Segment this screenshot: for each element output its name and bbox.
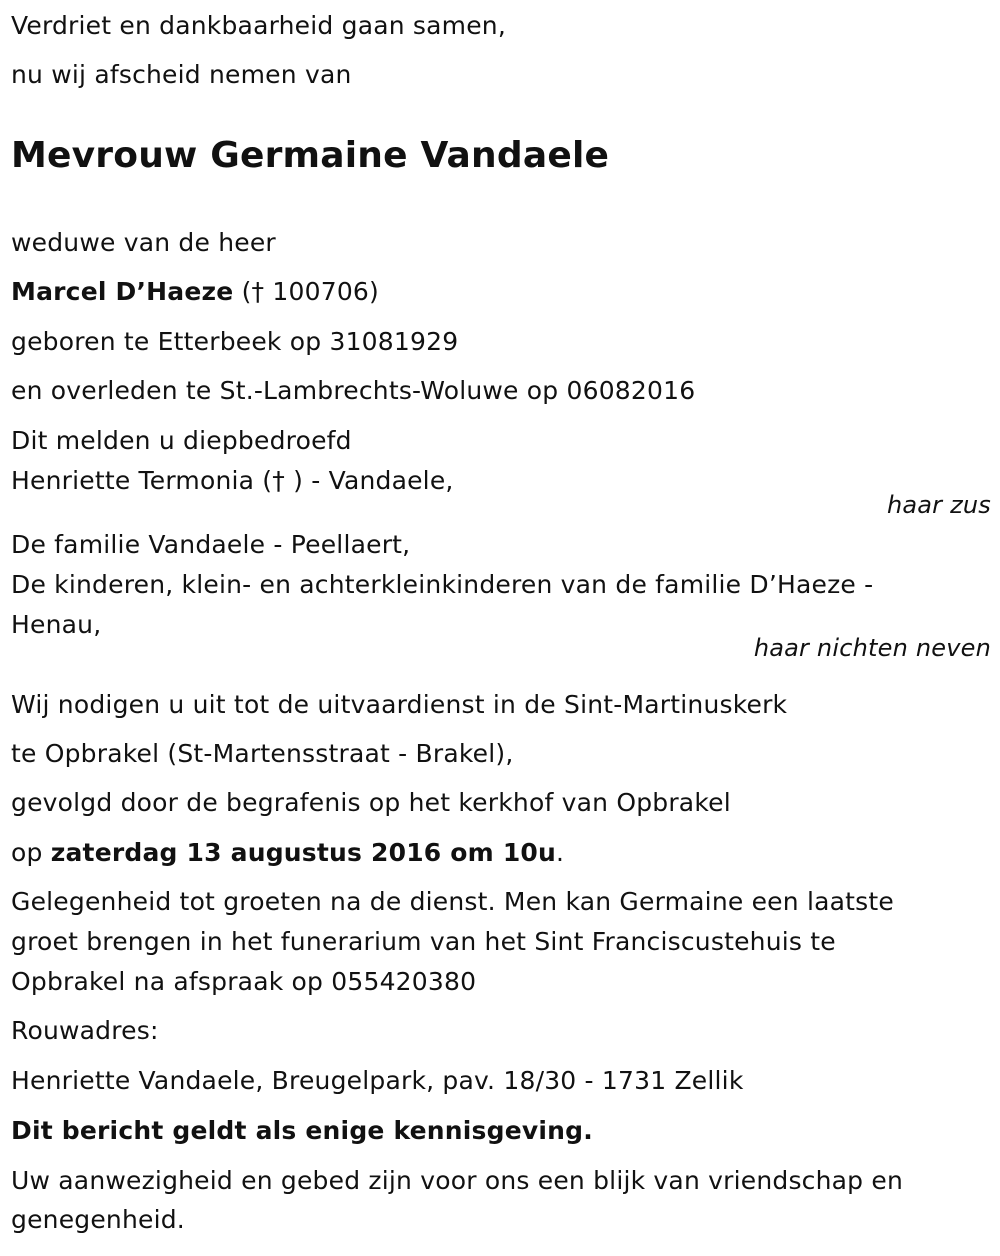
family-line-2b: Henau, — [11, 610, 102, 639]
intro-line-2: nu wij afscheid nemen van — [11, 60, 352, 89]
service-date-line — [11, 833, 564, 873]
announce-line: Dit melden u diepbedroefd — [11, 426, 352, 455]
greeting-line-2: groet brengen in het funerarium van het Sint Franciscustehuis te — [11, 927, 836, 956]
birth-line: geboren te Etterbeek op 31081929 — [11, 327, 459, 356]
service-line-1: Wij nodigen u uit tot de uitvaardienst in de Sint-Martinuskerk — [11, 690, 788, 719]
death-line: en overleden te St.-Lambrechts-Woluwe op 06082016 — [11, 376, 696, 405]
notice-line: Dit bericht geldt als enige kennisgeving. — [11, 1116, 593, 1145]
family-role: haar nichten neven — [753, 634, 991, 662]
greeting-line-1: Gelegenheid tot groeten na de dienst. Men kan Germaine een laatste — [11, 887, 894, 916]
service-date: zaterdag 13 augustus 2016 om 10u — [50, 838, 557, 867]
sister-role: haar zus — [886, 491, 991, 519]
intro-line-1: Verdriet en dankbaarheid gaan samen, — [11, 11, 506, 40]
husband-name: Marcel D’Haeze — [11, 277, 234, 306]
date-suffix: . — [556, 838, 565, 867]
deceased-name: Mevrouw Germaine Vandaele — [11, 135, 610, 176]
thanks-line-2: genegenheid. — [11, 1205, 185, 1234]
husband-death: († 100706) — [241, 277, 379, 306]
greeting-line-3: Opbrakel na afspraak op 055420380 — [11, 967, 477, 996]
service-line-3: gevolgd door de begrafenis op het kerkhof van Opbrakel — [11, 788, 731, 817]
address-label: Rouwadres: — [11, 1016, 159, 1045]
thanks-line-1: Uw aanwezigheid en gebed zijn voor ons een blijk van vriendschap en — [11, 1166, 904, 1195]
service-line-2: te Opbrakel (St-Martensstraat - Brakel), — [11, 739, 514, 768]
husband-line — [11, 272, 379, 312]
family-line-2a: De kinderen, klein- en achterkleinkinderen van de familie D’Haeze - — [11, 570, 874, 599]
family-line-1: De familie Vandaele - Peellaert, — [11, 530, 411, 559]
date-prefix: op — [11, 838, 51, 867]
sister-line: Henriette Termonia († ) - Vandaele, — [11, 466, 454, 495]
widow-of-text: weduwe van de heer — [11, 228, 276, 257]
address-value: Henriette Vandaele, Breugelpark, pav. 18/30 - 1731 Zellik — [11, 1066, 744, 1095]
